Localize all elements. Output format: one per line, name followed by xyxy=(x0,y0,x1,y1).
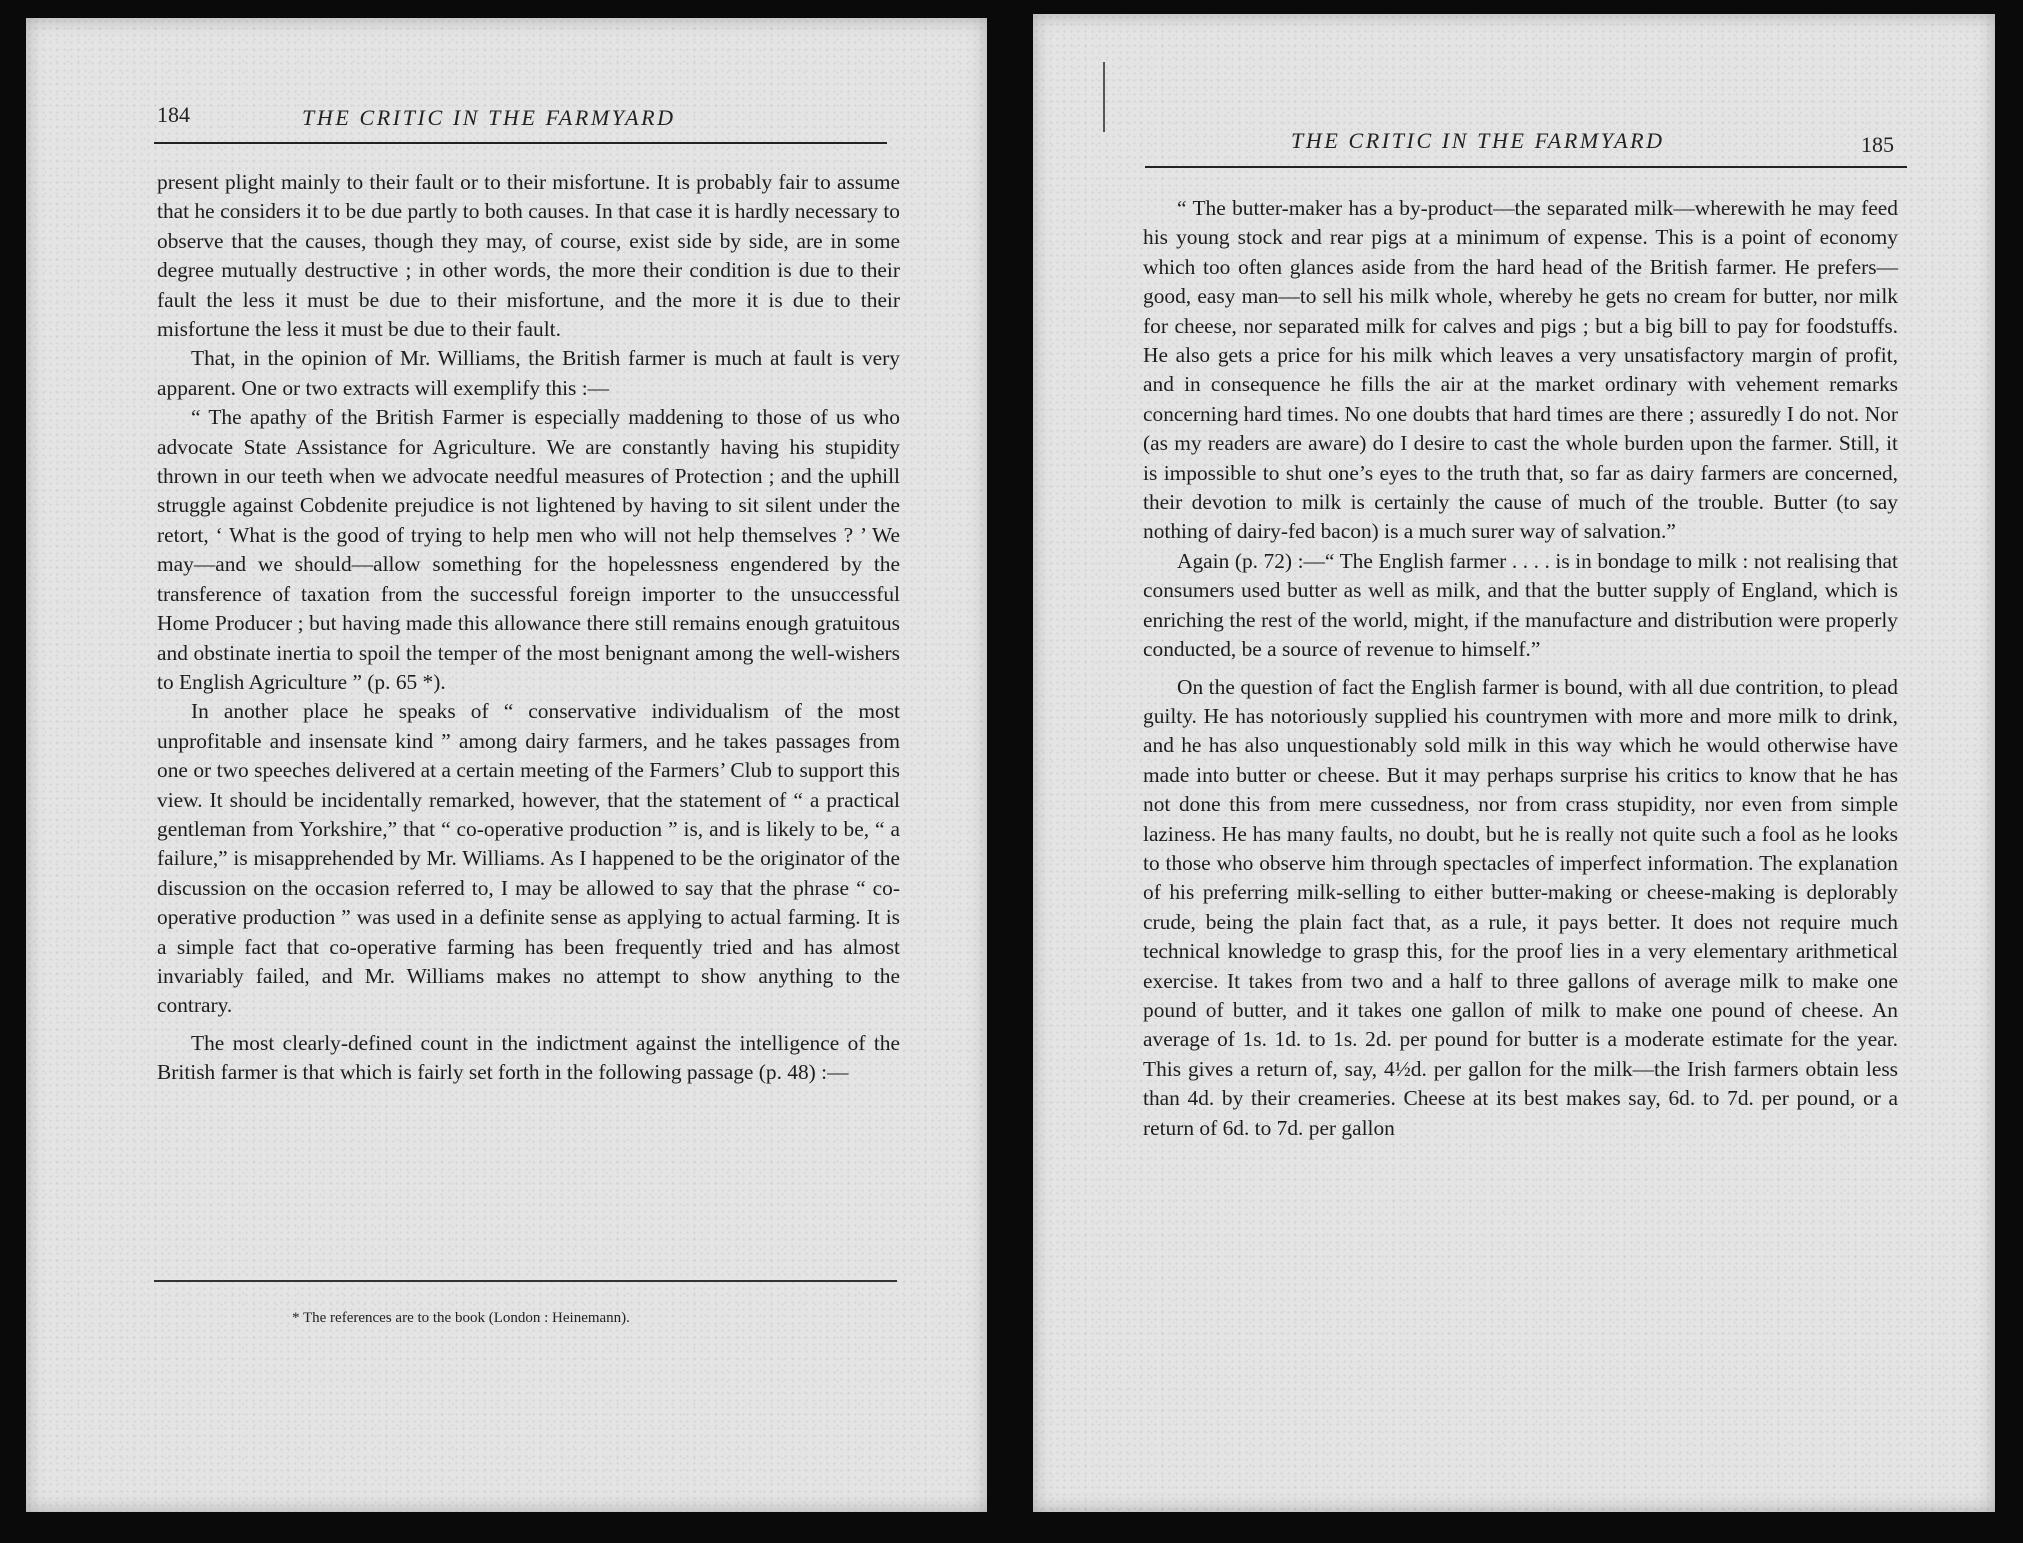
block-quote: “ The apathy of the British Farmer is especially maddening to those of us who advocate State Assistance for Agriculture. We are constantly having his stupidity thrown in our teeth when we advocate needful measures of Protection ; and the uphill struggle against Cobdenite prejudice is not lightened by having to sit silent under the retort, ‘ What is the good of trying to help men who will not help themselves ? ’ We may—and we should—allow something for the hopelessness engendered by the transference of taxation from the successful foreign importer to the unsuccessful Home Producer ; but having made this allowance there still remains enough gratuitous and obstinate inertia to spoil the temper of the most benignant among the well-wishers to English Agriculture ” (p. 65 *). xyxy=(157,405,900,694)
margin-tick xyxy=(1103,62,1105,132)
footnote-rule xyxy=(154,1280,897,1282)
paragraph: The most clearly-defined count in the indictment against the intelligence of the British farmer is that which is fairly set forth in the following passage (p. 48) :— xyxy=(157,1030,900,1085)
right-body-text xyxy=(1143,194,1898,1143)
paragraph: Again (p. 72) :—“ The English farmer . . . . is in bondage to milk : not realising that consumers used butter as well as milk, and that the butter supply of England, which is enriching the rest of the world, might, if the manufacture and distribution were properly conducted, be a source of revenue to himself.” xyxy=(1143,548,1898,662)
running-head: THE CRITIC IN THE FARMYARD xyxy=(1291,128,1665,153)
paragraph: In another place he speaks of “ conservative individualism of the most unprofitable and insensate kind ” among dairy farmers, and he takes passages from one or two speeches delivered at a certain meeting of the Farmers’ Club to support this view. It should be incidentally remarked, however, that the statement of “ a practical gentleman from Yorkshire,” that “ co-operative production ” is, and is likely to be, “ a failure,” is misapprehended by Mr. Williams. As I happened to be the originator of the discussion on the occasion referred to, I may be allowed to say that the phrase “ co-operative production ” was used in a definite sense as applying to actual farming. It is a simple fact that co-operative farming has been frequently tried and has almost invariably failed, and Mr. Williams makes no attempt to show anything to the contrary. xyxy=(157,699,900,1018)
right-page xyxy=(1033,14,1995,1512)
page-number: 185 xyxy=(1861,132,1894,157)
paragraph: On the question of fact the English farmer is bound, with all due contrition, to plead guilty. He has notoriously supplied his countrymen with more and more milk to drink, and he has also unquestionably sold milk in this way which he would otherwise have made into butter or cheese. But it may perhaps surprise his critics to know that he has not done this from mere cussedness, nor from crass stupidity, nor even from simple laziness. He has many faults, no doubt, but he is really not quite such a fool as he looks to those who observe him through spectacles of imperfect information. The explanation of his preferring milk-selling to either butter-making or cheese-making is deplorably crude, being the plain fact that, as a rule, it pays better. It does not require much technical knowledge to grasp this, for the proof lies in a very elementary arithmetical exercise. It takes from two and a half to three gallons of average milk to make one pound of butter, and it takes one gallon of milk to make one pound of cheese. An average of 1s. 1d. to 1s. 2d. per pound for butter is a moderate estimate for the year. This gives a return of, say, 4½d. per gallon for the milk—the Irish farmers obtain less than 4d. by their creameries. Cheese at its best makes say, 6d. to 7d. per pound, or a return of 6d. to 7d. per gallon xyxy=(1143,674,1898,1140)
header-rule xyxy=(154,142,887,144)
footnote: * The references are to the book (London : Heinemann). xyxy=(292,1310,630,1326)
page-number: 184 xyxy=(157,102,190,127)
paragraph: That, in the opinion of Mr. Williams, the British farmer is much at fault is very apparent. One or two extracts will exemplify this :— xyxy=(157,346,900,400)
block-quote: “ The butter-maker has a by-product—the separated milk—wherewith he may feed his young stock and rear pigs at a minimum of expense. This is a point of economy which too often glances aside from the hard head of the British farmer. He prefers—good, easy man—to sell his milk whole, whereby he gets no cream for butter, nor milk for cheese, nor separated milk for calves and pigs ; but a big bill to pay for foodstuffs. He also gets a price for his milk which leaves a very unsatisfactory margin of profit, and in consequence he fills the air at the market ordinary with vehement remarks concerning hard times. No one doubts that hard times are there ; assuredly I do not. Nor (as my readers are aware) do I desire to cast the whole burden upon the farmer. Still, it is impossible to shut one’s eyes to the truth that, so far as dairy farmers are concerned, their devotion to milk is certainly the cause of much of the trouble. Butter (to say nothing of dairy-fed bacon) is a much surer way of salvation.” xyxy=(1143,196,1898,544)
running-head: THE CRITIC IN THE FARMYARD xyxy=(302,105,676,130)
left-body-text xyxy=(157,168,900,1088)
header-rule xyxy=(1145,166,1907,168)
left-page xyxy=(26,18,987,1512)
paragraph: present plight mainly to their fault or to their misfortune. It is probably fair to assume that he considers it to be due partly to both causes. In that case it is hardly necessary to observe that the causes, though they may, of course, exist side by side, are in some degree mutually destructive ; in other words, the more their condition is due to their fault the less it must be due to their misfortune, and the more it is due to their misfortune the less it must be due to their fault. xyxy=(157,170,900,342)
